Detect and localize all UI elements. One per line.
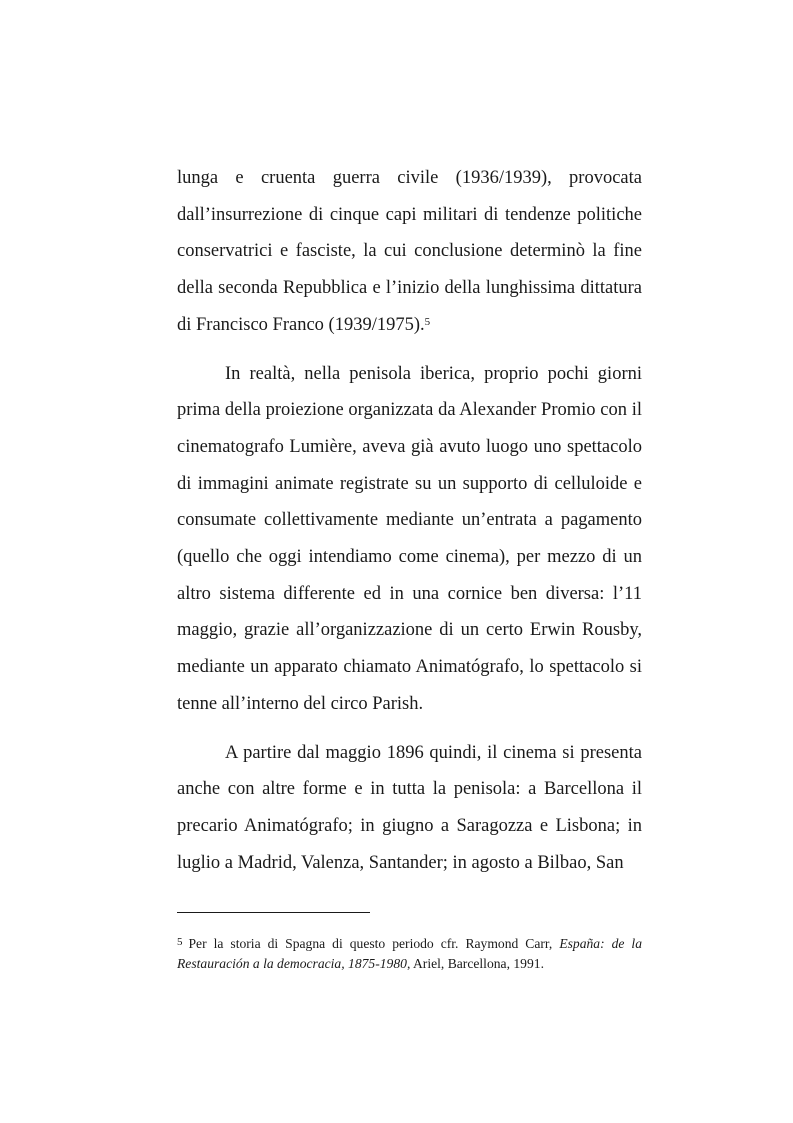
footnote-text: Per la storia di Spagna di questo periodo cfr. Raymond Carr, [188, 936, 553, 951]
footnote-publisher: , Ariel, Barcellona, 1991. [406, 956, 544, 971]
footnote-title: España: de la Restauración a la democracia, 1875-1980 [177, 936, 643, 971]
footnote [177, 934, 642, 974]
paragraph-1-text: lunga e cruenta guerra civile (1936/1939), provocata dall’insurrezione di cinque capi militari di tendenze politiche conservatrici e fasciste, la cui conclusione determinò la fine della seconda Repubblica e l’inizio della lunghissima dittatura di Francisco Franco (1939/1975). [177, 168, 642, 335]
paragraph-3: A partire dal maggio 1896 quindi, il cinema si presenta anche con altre forme e in tutta la penisola: a Barcellona il precario Animatógrafo; in giugno a Saragozza e Lisbona; in luglio a Madrid, Valenza, Santander; in agosto a Bilbao, San [177, 742, 642, 873]
main-text [177, 160, 642, 893]
paragraph-1 [177, 160, 642, 344]
footnote-reference[interactable]: 5 [424, 315, 431, 328]
footnote-divider [177, 912, 370, 913]
paragraph-2: In realtà, nella penisola iberica, proprio pochi giorni prima della proiezione organizzata da Alexander Promio con il cinematografo Lumière, aveva già avuto luogo uno spettacolo di immagini animate registrate su un supporto di celluloide e consumate collettivamente mediante un’entrata a pagamento (quello che oggi intendiamo come cinema), per mezzo di un altro sistema differente ed in una cornice ben diversa: l’11 maggio, grazie all’organizzazione di un certo Erwin Rousby, mediante un apparato chiamato Animatógrafo, lo spettacolo si tenne all’interno del circo Parish. [177, 363, 642, 714]
footnote-number: 5 [177, 936, 183, 948]
